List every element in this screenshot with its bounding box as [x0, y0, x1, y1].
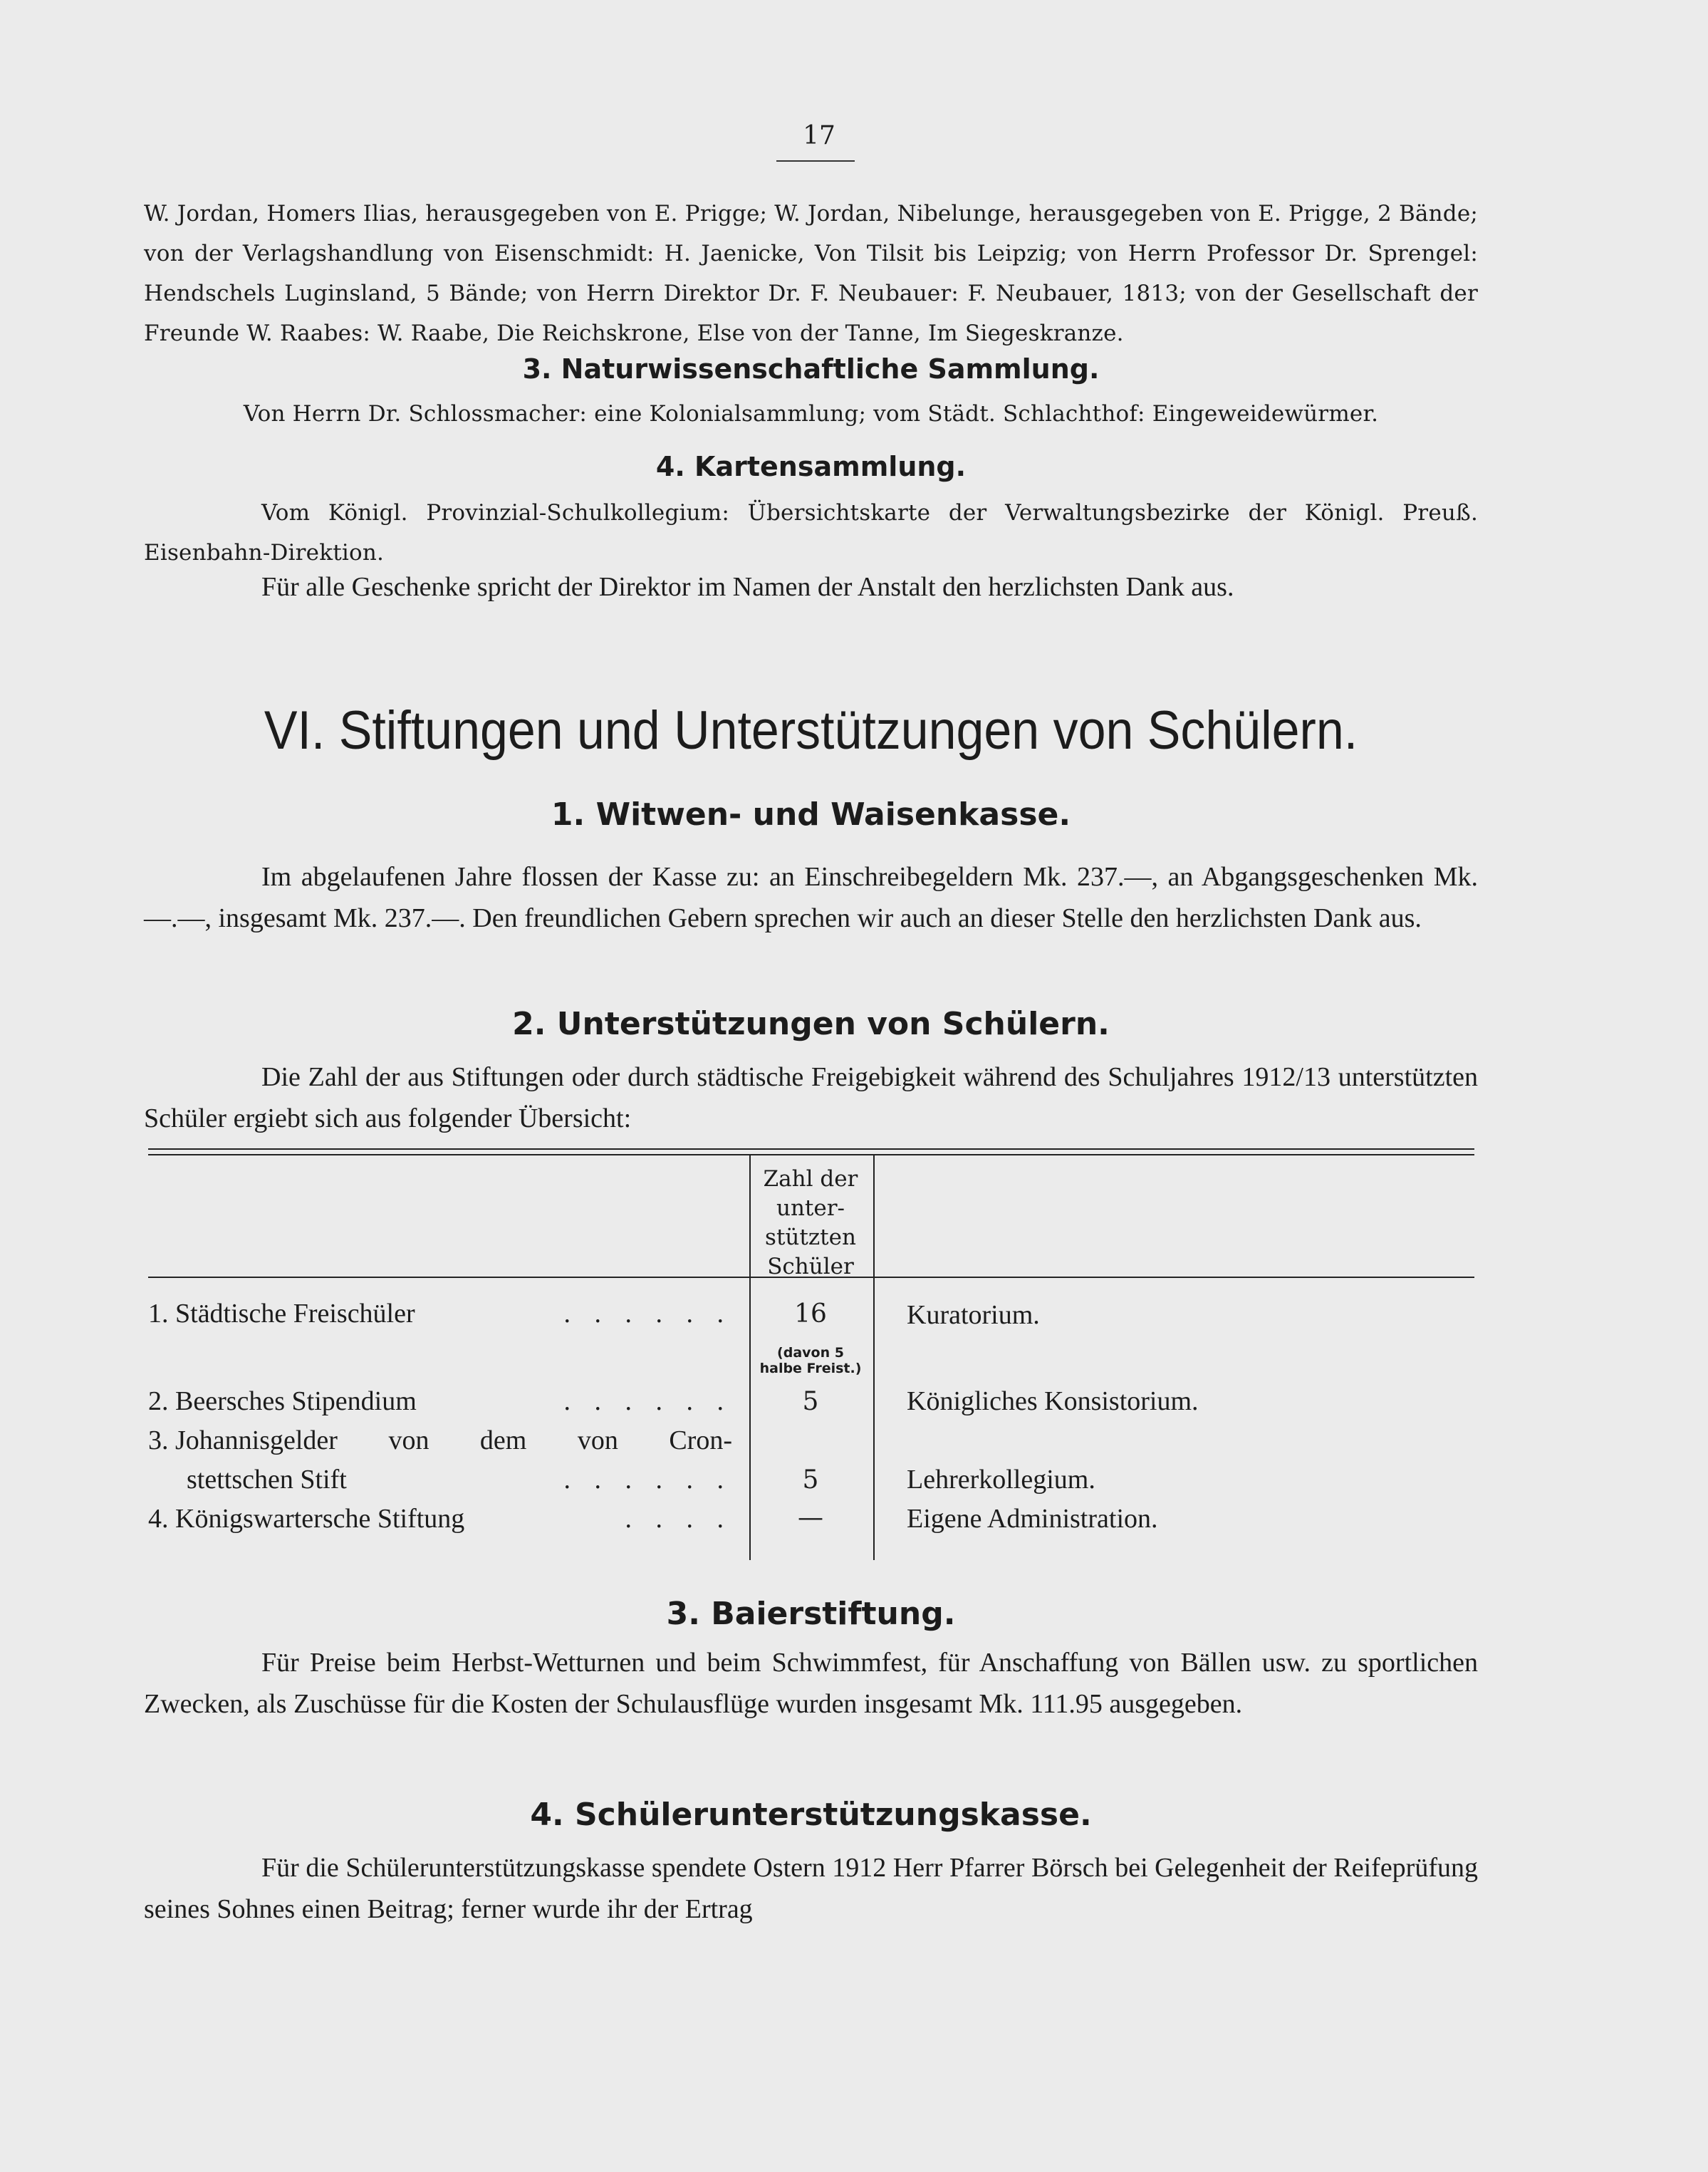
row-authority: Königliches Konsistorium. [907, 1386, 1199, 1416]
row-note-line: halbe Freist.) [759, 1361, 862, 1376]
unterstuetzungen-text: Die Zahl der aus Stiftungen oder durch städtische Freigebigkeit während des Schuljahres 1912/13 unterstützten Schüler ergiebt sich aus folgender Übersicht: [144, 1062, 1478, 1133]
row-label-word: von [577, 1425, 618, 1455]
row-note-line: (davon 5 [777, 1345, 844, 1361]
column-header-line: Schüler [767, 1254, 854, 1279]
row-label: stettschen Stift [187, 1465, 347, 1495]
column-header-line: unter- [776, 1195, 845, 1221]
table-row [148, 1298, 732, 1329]
row-label-word: Cron- [669, 1425, 732, 1455]
page-number-underline [776, 160, 855, 162]
baierstiftung-text: Für Preise beim Herbst-Wetturnen und beim Schwimmfest, für Anschaffung von Bällen usw. zu sportlichen Zwecken, als Zuschüsse für die Kosten der Schulausflüge wurden insgesamt Mk. 111.95 ausgegeben. [144, 1648, 1478, 1719]
row-count: 5 [802, 1465, 819, 1495]
heading-unterstuetzungen: 2. Unterstützungen von Schülern. [512, 1006, 1110, 1042]
table-column-divider-right [873, 1155, 875, 1560]
table-top-rule-2 [148, 1154, 1474, 1155]
row-authority: Eigene Administration. [907, 1504, 1158, 1534]
row-count: 16 [794, 1299, 827, 1329]
leader-dots: . . . . . . [563, 1299, 732, 1329]
naturwissenschaftliche-text: Von Herrn Dr. Schlossmacher: eine Kolonialsammlung; vom Städt. Schlachthof: Eingeweidewürmer. [243, 401, 1379, 427]
heading-schuelerunterstuetzungskasse: 4. Schülerunterstützungskasse. [530, 1797, 1092, 1833]
chapter-title: VI. Stiftungen und Unterstützungen von Schülern. [264, 700, 1358, 761]
column-header-line: stützten [765, 1225, 856, 1250]
heading-witwen-waisenkasse: 1. Witwen- und Waisenkasse. [551, 796, 1071, 833]
row-label: 2. Beersches Stipendium [148, 1386, 417, 1416]
thanks-paragraph: Für alle Geschenke spricht der Direktor im Namen der Anstalt den herzlichsten Dank aus. [261, 572, 1234, 602]
table-row [148, 1503, 732, 1534]
table-row-continuation [187, 1464, 732, 1495]
page-number: 17 [803, 121, 835, 150]
kartensammlung-text: Vom Königl. Provinzial-Schulkollegium: Übersichtskarte der Verwaltungsbezirke der Königl. Preuß. Eisenbahn-Direktion. [144, 500, 1478, 566]
heading-baierstiftung: 3. Baierstiftung. [666, 1596, 956, 1632]
witwen-text: Im abgelaufenen Jahre flossen der Kasse zu: an Einschreibegeldern Mk. 237.—, an Abgangsgeschenken Mk. —.—, insgesamt Mk. 237.—. Den freundlichen Gebern sprechen wir auch an dieser Stelle den herzlichsten Dank aus. [144, 862, 1478, 933]
row-label-word: von [388, 1425, 429, 1455]
row-label: 1. Städtische Freischüler [148, 1299, 415, 1329]
table-row [148, 1425, 732, 1456]
table-column-header [749, 1165, 872, 1282]
column-header-line: Zahl der [763, 1166, 858, 1192]
heading-naturwissenschaftliche-sammlung: 3. Naturwissenschaftliche Sammlung. [522, 353, 1100, 385]
leader-dots: . . . . [625, 1504, 732, 1534]
leader-dots: . . . . . . [563, 1465, 732, 1495]
heading-kartensammlung: 4. Kartensammlung. [655, 451, 967, 482]
row-label-word: 3. Johannisgelder [148, 1425, 338, 1455]
row-authority: Lehrerkollegium. [907, 1465, 1095, 1495]
leader-dots: . . . . . . [563, 1386, 732, 1416]
row-note [749, 1345, 872, 1376]
table-row [148, 1386, 732, 1417]
intro-paragraph: W. Jordan, Homers Ilias, herausgegeben von E. Prigge; W. Jordan, Nibelunge, herausgegeben von E. Prigge, 2 Bände; von der Verlagshandlung von Eisenschmidt: H. Jaenicke, Von Tilsit bis Leipzig; von Herrn Professor Dr. Sprengel: Hendschels Luginsland, 5 Bände; von Herrn Direktor Dr. F. Neubauer: F. Neubauer, 1813; von der Gesellschaft der Freunde W. Raabes: W. Raabe, Die Reichskrone, Else von der Tanne, Im Siegeskranze. [144, 201, 1479, 346]
table-top-rule [148, 1148, 1474, 1150]
row-authority: Kuratorium. [907, 1300, 1040, 1330]
schuelerunterstuetzungskasse-text: Für die Schülerunterstützungskasse spendete Ostern 1912 Herr Pfarrer Börsch bei Gelegenheit der Reifeprüfung seines Sohnes einen Beitrag; ferner wurde ihr der Ertrag [144, 1853, 1478, 1924]
row-count: — [798, 1503, 823, 1532]
row-count: 5 [802, 1387, 819, 1416]
row-label: 4. Königswartersche Stiftung [148, 1504, 465, 1534]
row-label-word: dem [479, 1425, 527, 1455]
